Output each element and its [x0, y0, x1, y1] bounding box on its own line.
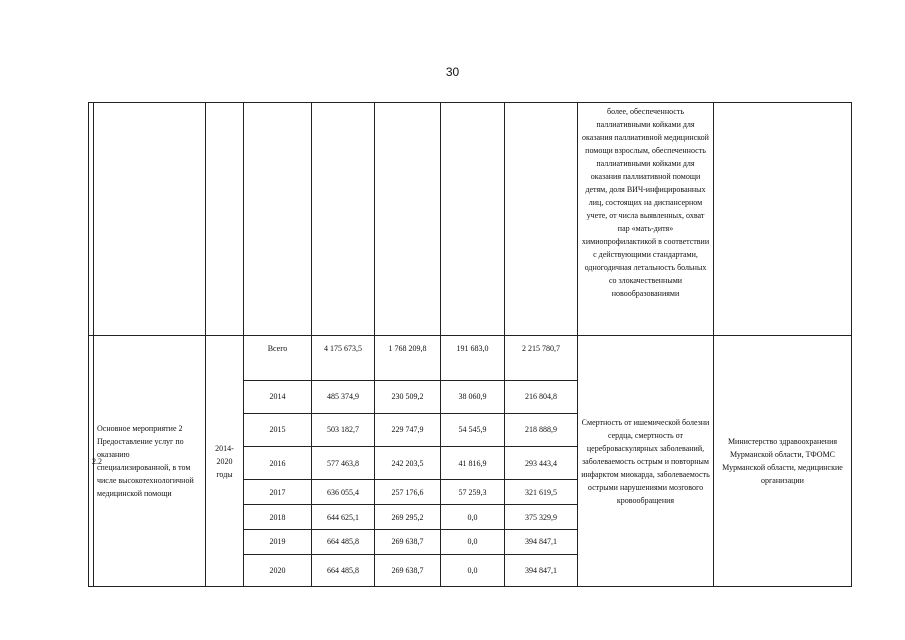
regional-cell: 191 683,0 — [441, 336, 505, 381]
cell — [94, 103, 206, 336]
year-cell: 2017 — [244, 480, 312, 505]
other-cell: 394 847,1 — [505, 554, 578, 586]
federal-cell: 257 176,6 — [375, 480, 441, 505]
cell — [312, 103, 375, 336]
cell — [714, 103, 852, 336]
federal-cell: 269 295,2 — [375, 505, 441, 530]
regional-cell: 0,0 — [441, 554, 505, 586]
total-cell: 664 485,8 — [312, 554, 375, 586]
federal-cell: 269 638,7 — [375, 529, 441, 554]
year-cell: 2018 — [244, 505, 312, 530]
total-cell: 577 463,8 — [312, 447, 375, 480]
year-cell: 2016 — [244, 447, 312, 480]
table-row — [89, 336, 852, 381]
regional-cell: 38 060,9 — [441, 380, 505, 413]
total-cell: 503 182,7 — [312, 413, 375, 446]
cell — [206, 103, 244, 336]
total-cell: 485 374,9 — [312, 380, 375, 413]
federal-cell: 242 203,5 — [375, 447, 441, 480]
measure-executors: Министерство здравоохранения Мурманской области, ТФОМС Мурманской области, медицинские организации — [714, 336, 852, 587]
measure-title: Основное мероприятие 2 Предоставление услуг по оказанию специализированной, в том числе высокотехнологичной медицинской помощи — [94, 336, 206, 587]
other-cell: 2 215 780,7 — [505, 336, 578, 381]
cell — [244, 103, 312, 336]
measure-indicators: Смертность от ишемической болезни сердца, смертность от цереброваскулярных заболеваний, заболеваемость острым и повторным инфарктом миокарда, заболеваемость острыми нарушениями мозгового кровообращения — [578, 336, 714, 587]
total-cell: 4 175 673,5 — [312, 336, 375, 381]
cell — [441, 103, 505, 336]
measure-number: 2.2 — [89, 336, 94, 587]
other-cell: 321 619,5 — [505, 480, 578, 505]
page-number: 30 — [445, 65, 460, 79]
regional-cell: 41 816,9 — [441, 447, 505, 480]
year-cell: 2015 — [244, 413, 312, 446]
continued-indicators: более, обеспеченность паллиативными койками для оказания паллиативной медицинской помощи взрослым, обеспеченность паллиативными койками для оказания паллиативной помощи детям, доля ВИЧ-инфицированных лиц, состоящих на диспансерном учете, от числа выявленных, охват пар «мать-дитя» химиопрофилактикой в соответствии с действующими стандартами, одногодичная летальность больных со злокачественными новообразованиями — [578, 103, 714, 336]
program-table — [88, 102, 852, 587]
other-cell: 293 443,4 — [505, 447, 578, 480]
federal-cell: 229 747,9 — [375, 413, 441, 446]
other-cell: 216 804,8 — [505, 380, 578, 413]
regional-cell: 57 259,3 — [441, 480, 505, 505]
regional-cell: 54 545,9 — [441, 413, 505, 446]
other-cell: 394 847,1 — [505, 529, 578, 554]
federal-cell: 269 638,7 — [375, 554, 441, 586]
cell — [505, 103, 578, 336]
other-cell: 375 329,9 — [505, 505, 578, 530]
federal-cell: 230 509,2 — [375, 380, 441, 413]
federal-cell: 1 768 209,8 — [375, 336, 441, 381]
regional-cell: 0,0 — [441, 505, 505, 530]
measure-period: 2014-2020 годы — [206, 336, 244, 587]
year-cell: 2020 — [244, 554, 312, 586]
total-cell: 664 485,8 — [312, 529, 375, 554]
year-cell: 2019 — [244, 529, 312, 554]
year-cell: Всего — [244, 336, 312, 381]
year-cell: 2014 — [244, 380, 312, 413]
cell — [375, 103, 441, 336]
other-cell: 218 888,9 — [505, 413, 578, 446]
continuation-row — [89, 103, 852, 336]
total-cell: 636 055,4 — [312, 480, 375, 505]
regional-cell: 0,0 — [441, 529, 505, 554]
total-cell: 644 625,1 — [312, 505, 375, 530]
